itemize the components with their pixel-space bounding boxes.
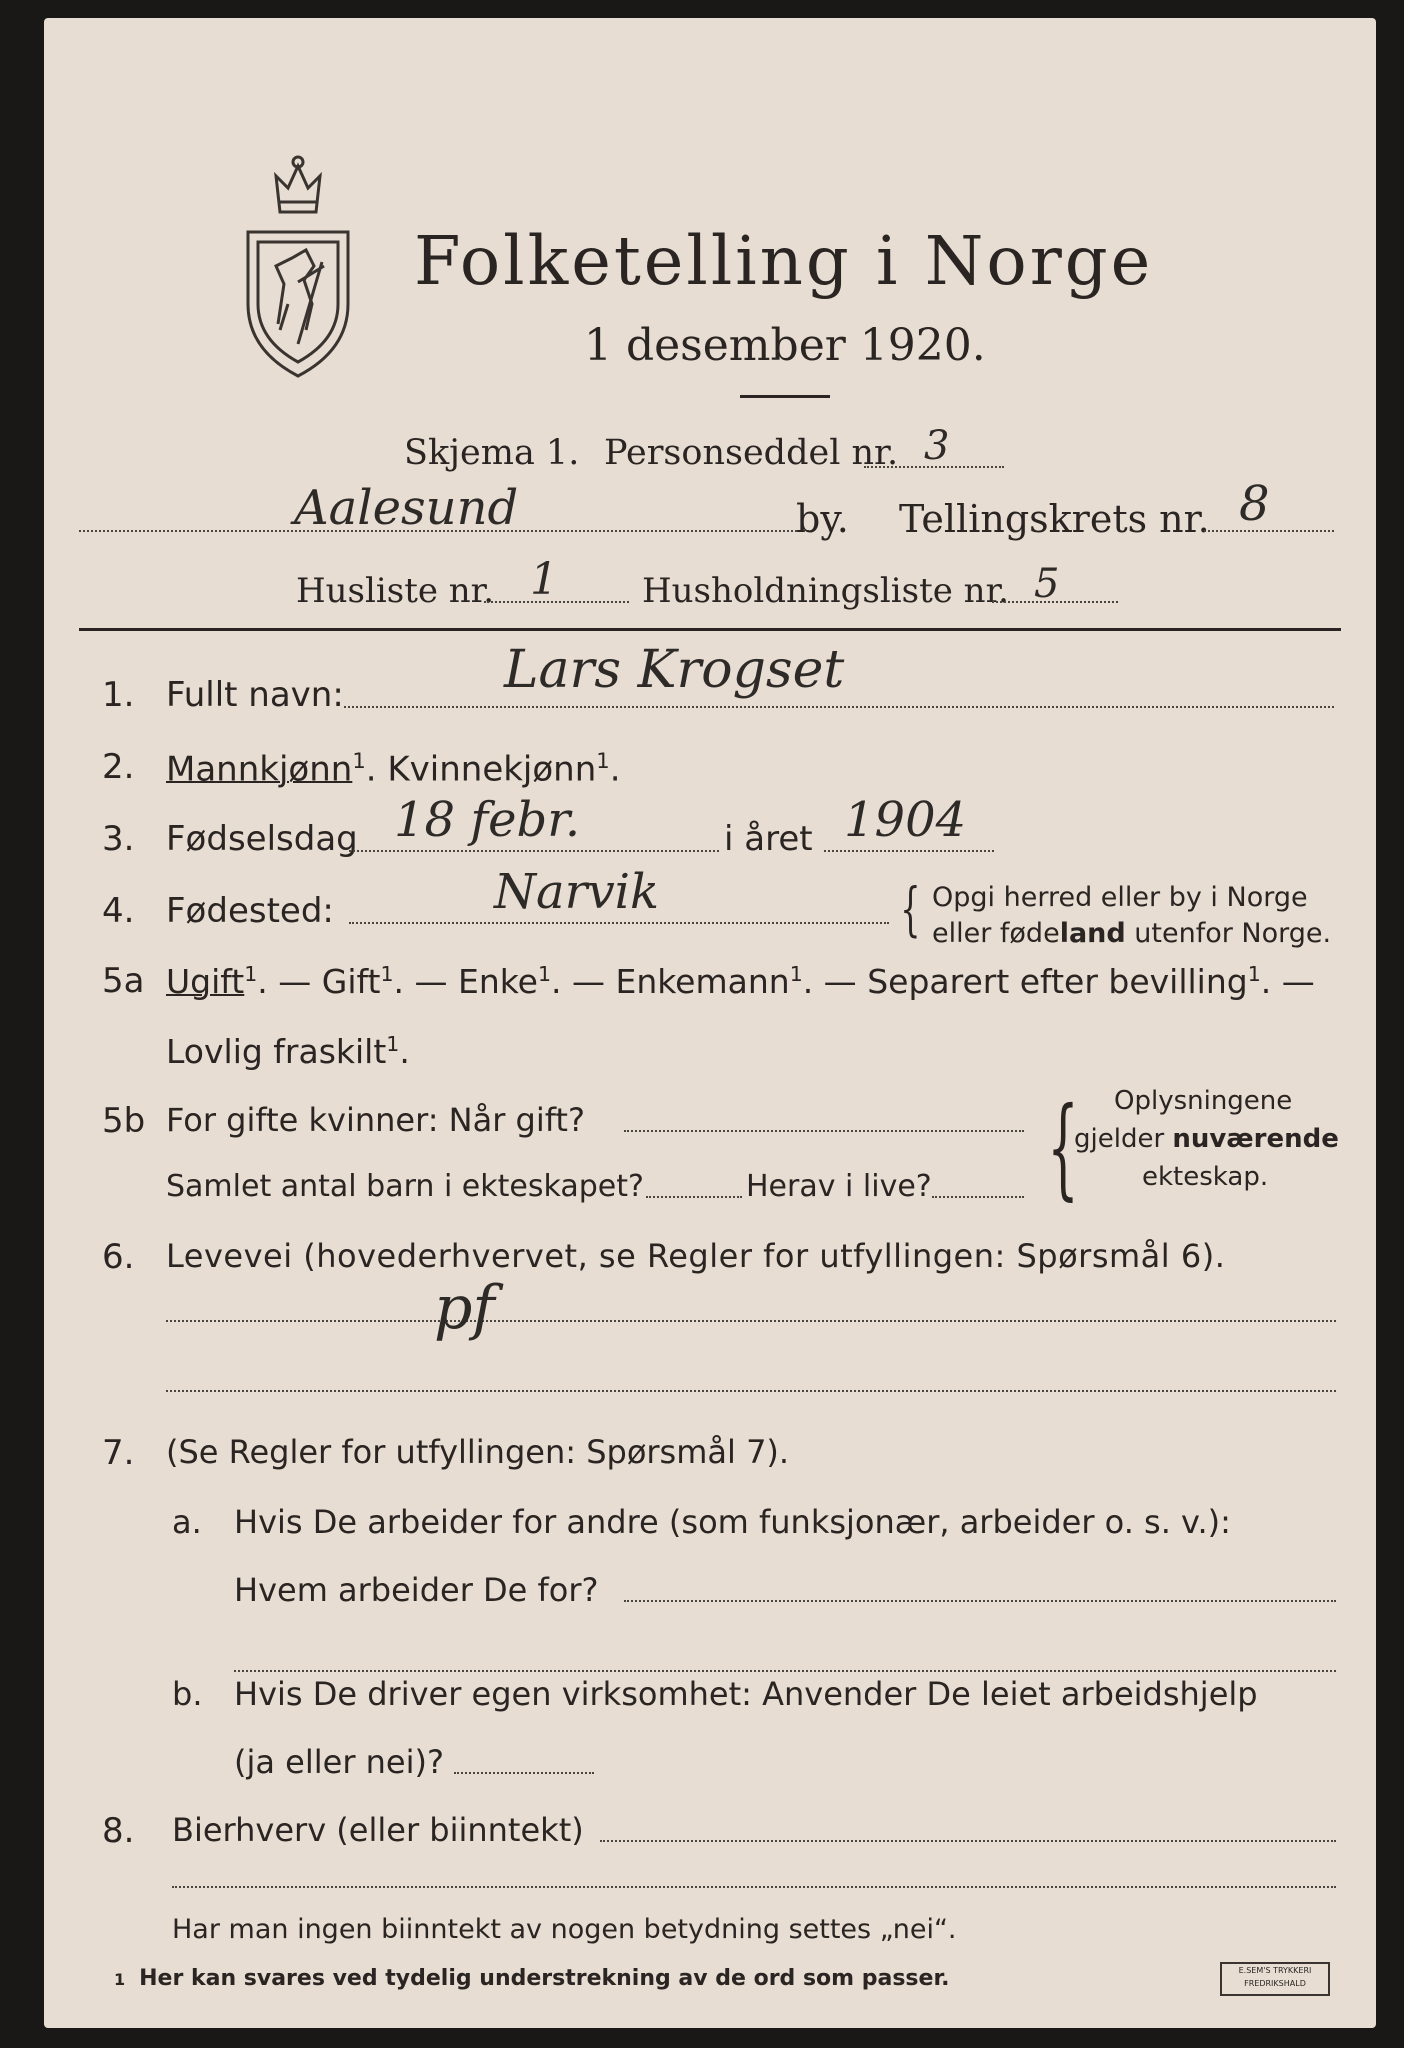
q1-line bbox=[344, 706, 1334, 708]
q2-number: 2. bbox=[102, 747, 135, 787]
footnote-mark: 1 bbox=[114, 1970, 126, 1989]
q8-line-1 bbox=[600, 1840, 1336, 1842]
q7b-question: (ja eller nei)? bbox=[234, 1743, 444, 1781]
tellingskrets-value: 8 bbox=[1239, 476, 1270, 532]
form-title: Folketelling i Norge bbox=[414, 222, 1154, 300]
q8-label: Bierhverv (eller biinntekt) bbox=[172, 1811, 584, 1849]
footer-note: Har man ingen biinntekt av nogen betydning settes „nei“. bbox=[172, 1914, 957, 1945]
q5a-sep-4: . — bbox=[802, 962, 868, 1001]
q6-line-2 bbox=[166, 1390, 1336, 1392]
by-label: by. bbox=[796, 497, 849, 541]
q5a-line-2: Lovlig fraskilt$^1$. bbox=[166, 1032, 410, 1071]
kvinne-option: Kvinnekjønn bbox=[387, 749, 597, 790]
q5b-note-2a: gjelder bbox=[1074, 1124, 1173, 1154]
q5a-sep-1: . — bbox=[257, 962, 322, 1001]
q8-line-2 bbox=[172, 1886, 1336, 1888]
husholdning-value: 5 bbox=[1034, 561, 1060, 607]
footnote-a: Her kan svares ved bbox=[139, 1966, 386, 1991]
q1-number: 1. bbox=[102, 675, 135, 715]
q5a-options: Ugift$^1$. — Gift$^1$. — Enke$^1$. — Enkemann$^1$. — Separert efter bevilling$^1$. — bbox=[166, 962, 1315, 1001]
city-value: Aalesund bbox=[294, 480, 519, 536]
personseddel-label: Personseddel nr. bbox=[604, 433, 899, 473]
q5a-end: . bbox=[399, 1032, 410, 1071]
q4-value: Narvik bbox=[494, 864, 660, 920]
q4-note-2c: utenfor Norge. bbox=[1125, 918, 1332, 949]
q7-label: (Se Regler for utfyllingen: Spørsmål 7). bbox=[166, 1433, 790, 1471]
husholdning-label: Husholdningsliste nr. bbox=[642, 571, 1009, 611]
mann-dot: . bbox=[365, 749, 377, 790]
q5b-number: 5b bbox=[102, 1101, 146, 1141]
q4-note-2a: eller føde bbox=[932, 918, 1060, 949]
q7a-line-2 bbox=[234, 1670, 1336, 1672]
ugift-option: Ugift bbox=[166, 962, 245, 1001]
q4-note-2b: land bbox=[1059, 918, 1126, 949]
header-rule bbox=[79, 628, 1341, 631]
q7a-letter: a. bbox=[172, 1503, 202, 1541]
q5b-label-3: Herav i live? bbox=[746, 1169, 932, 1204]
q7b-letter: b. bbox=[172, 1675, 203, 1713]
q4-note-2 bbox=[932, 920, 1331, 947]
footnote-b: tydelig understrekning bbox=[385, 1966, 671, 1991]
q7a-line-1 bbox=[624, 1600, 1336, 1602]
q5b-label-1: For gifte kvinner: Når gift? bbox=[166, 1101, 585, 1139]
q7a-question: Hvem arbeider De for? bbox=[234, 1571, 599, 1609]
kvinne-sup: 1 bbox=[596, 748, 610, 773]
q6-number: 6. bbox=[102, 1237, 135, 1277]
q5b-note-2 bbox=[1074, 1126, 1339, 1152]
q5a-number: 5a bbox=[102, 961, 145, 1001]
printer-stamp-line-2: FREDRIKSHALD bbox=[1244, 1979, 1306, 1988]
q5a-sep-2: . — bbox=[393, 962, 458, 1001]
q3-number: 3. bbox=[102, 819, 135, 859]
title-divider bbox=[740, 395, 830, 398]
q4-note-1: Opgi herred eller by i Norge bbox=[932, 882, 1308, 913]
census-date: 1 desember 1920. bbox=[584, 320, 986, 371]
q3-value: 18 febr. bbox=[394, 792, 581, 848]
printer-stamp bbox=[1220, 1962, 1330, 1996]
q1-value: Lars Krogset bbox=[504, 640, 845, 700]
q5b-note-3: ekteskap. bbox=[1142, 1162, 1269, 1192]
q3-line bbox=[349, 850, 719, 852]
enkemann-option: Enkemann bbox=[615, 962, 790, 1001]
kvinne-dot: . bbox=[609, 749, 621, 790]
q3-year-line bbox=[824, 850, 994, 852]
q3-year-value: 1904 bbox=[844, 792, 967, 848]
q3-year-label: i året bbox=[724, 819, 813, 859]
q4-label: Fødested: bbox=[166, 891, 334, 931]
q5b-line-3 bbox=[932, 1196, 1024, 1198]
q6-label: Levevei (hovederhvervet, se Regler for utfyllingen: Spørsmål 6). bbox=[166, 1237, 1226, 1275]
husliste-label: Husliste nr. bbox=[296, 571, 495, 611]
q5b-line-1 bbox=[624, 1130, 1024, 1132]
tellingskrets-label: Tellingskrets nr. bbox=[899, 497, 1210, 541]
q5b-note-1: Oplysningene bbox=[1114, 1086, 1293, 1116]
q5b-note-2b: nuværende bbox=[1172, 1124, 1339, 1154]
q5b-line-2 bbox=[646, 1196, 742, 1198]
q7b-line bbox=[454, 1772, 594, 1774]
husliste-value: 1 bbox=[530, 554, 558, 605]
q5a-sep-5: . — bbox=[1260, 962, 1315, 1001]
schema-label: Skjema 1. bbox=[404, 433, 580, 473]
q3-label: Fødselsdag bbox=[166, 819, 358, 859]
q6-value: pf bbox=[434, 1273, 495, 1343]
q4-number: 4. bbox=[102, 891, 135, 931]
q1-label: Fullt navn: bbox=[166, 675, 344, 715]
q6-line-1 bbox=[166, 1320, 1336, 1322]
q4-line bbox=[349, 922, 889, 924]
separert-option: Separert efter bevilling bbox=[867, 962, 1248, 1001]
coat-of-arms-icon bbox=[240, 154, 356, 382]
fraskilt-option: Lovlig fraskilt bbox=[166, 1032, 387, 1071]
footnote bbox=[114, 1968, 950, 1990]
q2-options bbox=[166, 748, 621, 790]
q5a-sep-3: . — bbox=[551, 962, 616, 1001]
personseddel-value: 3 bbox=[924, 423, 950, 469]
mann-sup: 1 bbox=[352, 748, 366, 773]
census-form bbox=[44, 18, 1376, 2028]
footnote-c: av de ord som passer. bbox=[670, 1966, 950, 1991]
mann-option: Mannkjønn bbox=[166, 749, 353, 790]
gift-option: Gift bbox=[321, 962, 381, 1001]
q4-brace: { bbox=[900, 875, 921, 943]
printer-stamp-line-1: E.SEM'S TRYKKERI bbox=[1238, 1966, 1312, 1975]
q7-number: 7. bbox=[102, 1433, 135, 1473]
q5b-label-2: Samlet antal barn i ekteskapet? bbox=[166, 1169, 644, 1204]
q7a-text: Hvis De arbeider for andre (som funksjonær, arbeider o. s. v.): bbox=[234, 1503, 1231, 1541]
q5b-brace: { bbox=[1047, 1083, 1079, 1211]
enke-option: Enke bbox=[457, 962, 538, 1001]
q7b-text: Hvis De driver egen virksomhet: Anvender De leiet arbeidshjelp bbox=[234, 1675, 1258, 1713]
q8-number: 8. bbox=[102, 1811, 135, 1851]
